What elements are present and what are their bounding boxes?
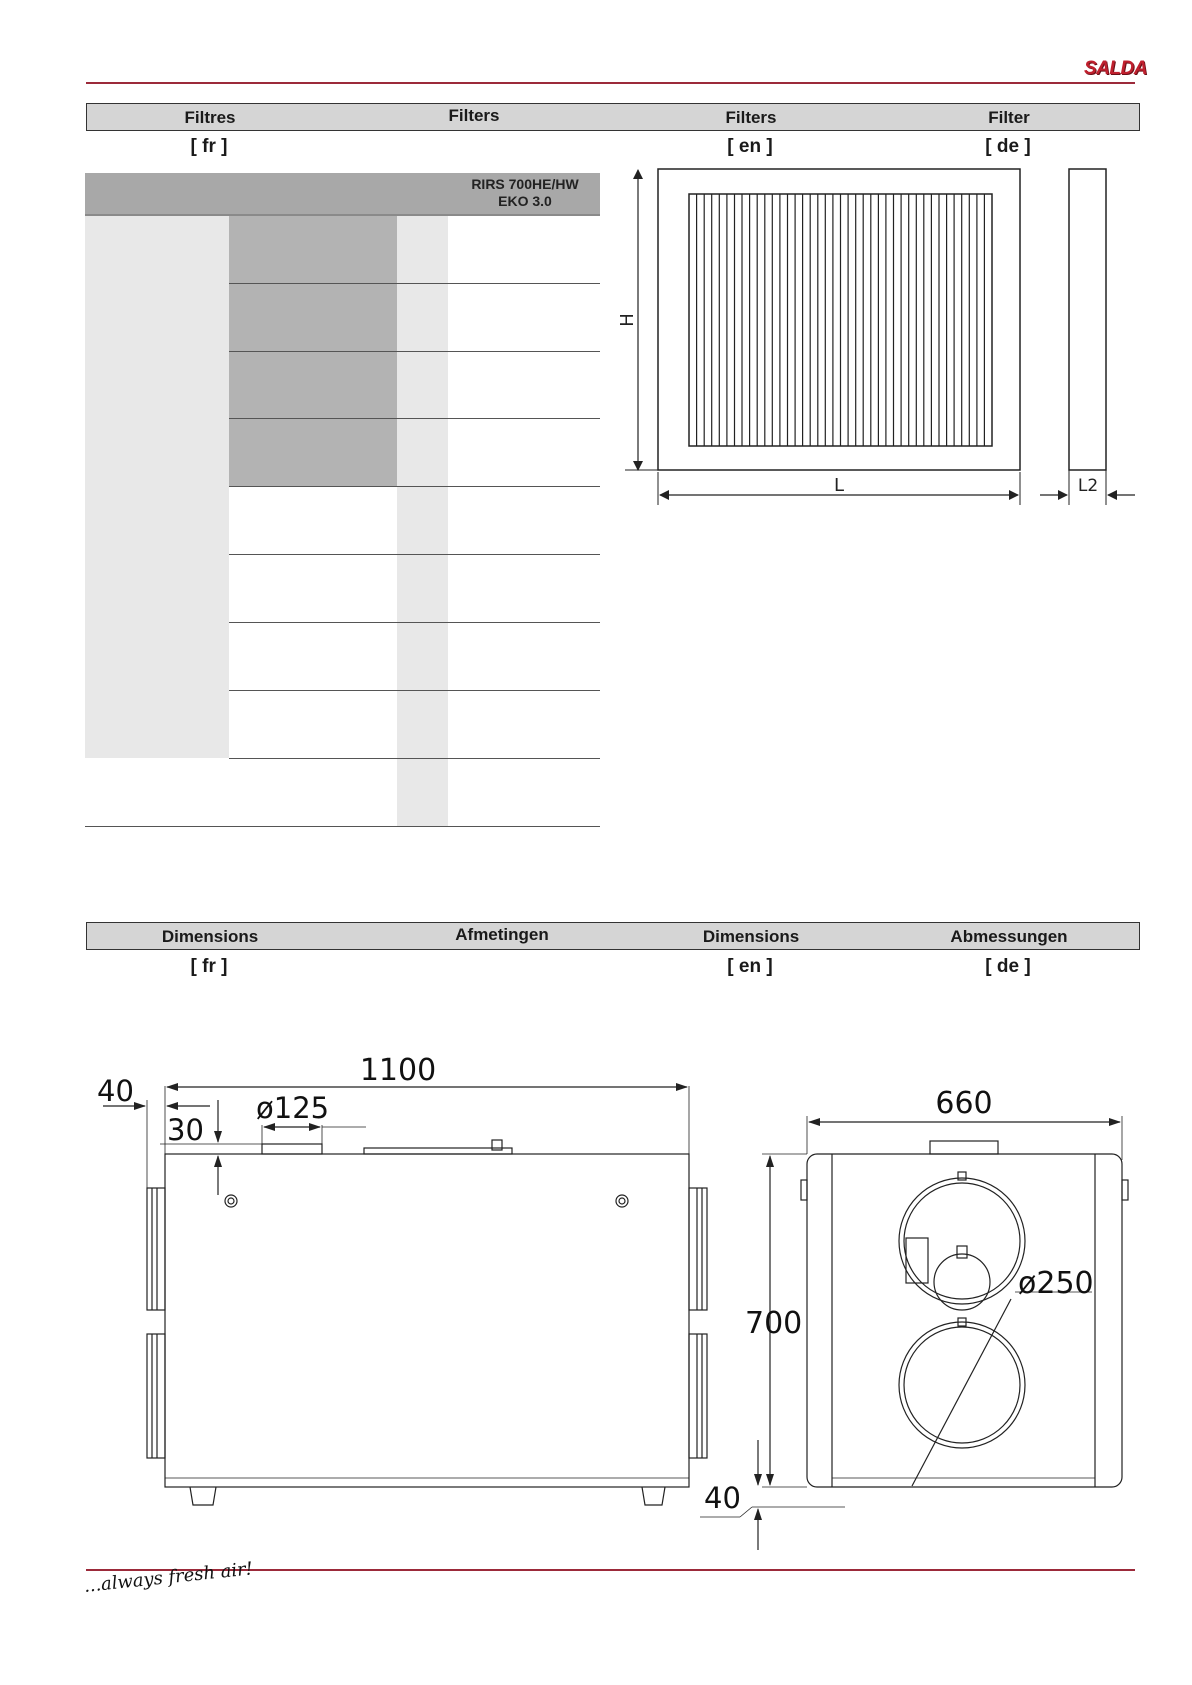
mount-screw-left: [225, 1195, 237, 1207]
dimensions-lang-de: [ de ]: [985, 956, 1031, 977]
duct-lower-outer: [899, 1322, 1025, 1448]
filters-title-en: Filters: [725, 108, 777, 127]
dim-30-label: 30: [167, 1113, 204, 1147]
filters-lang-en: [ en ]: [727, 136, 773, 157]
duct-upper-outer: [899, 1178, 1025, 1304]
brand-logo: SALDA: [1084, 58, 1147, 79]
filters-title-nl: Filters: [448, 106, 500, 125]
top-plate: [364, 1148, 512, 1154]
dimensions-lang-fr: [ fr ]: [190, 956, 228, 977]
top-spigot: [262, 1144, 322, 1154]
unit-foot-left: [190, 1487, 216, 1505]
unit-front-body: [165, 1154, 689, 1487]
spigot-right-lower: [689, 1334, 707, 1458]
l-label: L: [833, 475, 845, 496]
dimensions-title-en: Dimensions: [702, 927, 800, 946]
unit-side-body: [807, 1154, 1122, 1487]
dim-40-left-label: 40: [97, 1074, 134, 1108]
mount-screw-right: [616, 1195, 628, 1207]
model-name-line2: EKO 3.0: [498, 193, 552, 209]
side-top-spigot: [930, 1141, 998, 1154]
fan-motor: [934, 1254, 990, 1310]
filters-lang-fr: [ fr ]: [190, 136, 228, 157]
spigot-left-lower: [147, 1334, 165, 1458]
dimensions-title-fr: Dimensions: [161, 927, 259, 946]
filters-title-de: Filter: [988, 108, 1030, 127]
dim-125-label: ø125: [256, 1091, 330, 1125]
filters-title-fr: Filtres: [184, 108, 236, 127]
dimensions-lang-en: [ en ]: [727, 956, 773, 977]
dim-250-label: ø250: [1018, 1266, 1094, 1301]
dim-660-label: 660: [935, 1086, 993, 1121]
unit-foot-right: [642, 1487, 665, 1505]
h-label: H: [617, 313, 638, 327]
dim-1100-label: 1100: [359, 1053, 437, 1088]
l2-label: L2: [1077, 476, 1099, 496]
spigot-left-upper: [147, 1188, 165, 1310]
brand-slogan: ...always fresh air!: [82, 1558, 254, 1597]
spigot-right-upper: [689, 1188, 707, 1310]
filters-lang-de: [ de ]: [985, 136, 1031, 157]
dim-700-label: 700: [745, 1306, 803, 1341]
dimensions-title-de: Abmessungen: [950, 927, 1068, 946]
model-name-line1: RIRS 700HE/HW: [471, 176, 579, 192]
dimensions-title-nl: Afmetingen: [455, 925, 549, 944]
dim-40-bottom-label: 40: [704, 1481, 741, 1515]
